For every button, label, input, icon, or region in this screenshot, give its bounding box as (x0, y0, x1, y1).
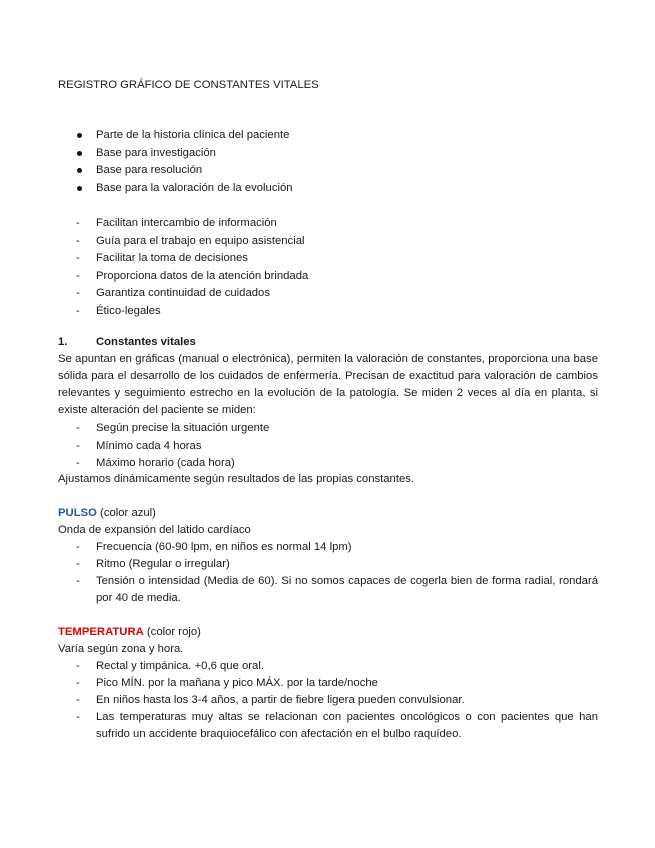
list-item: - Pico MÍN. por la mañana y pico MÁX. por la tarde/noche (58, 675, 598, 692)
dash-icon: - (76, 217, 80, 229)
dash-icon: - (76, 422, 80, 434)
pulso-heading (58, 505, 156, 522)
pulso-color-note: (color azul) (96, 507, 156, 519)
list-item: - Tensión o intensidad (Media de 60). Si no somos capaces de cogerla bien de forma radial, rondará por 40 de media. (76, 575, 598, 604)
list-item: - Ritmo (Regular o irregular) (58, 556, 598, 573)
closing-sentence: Ajustamos dinámicamente según resultados de las propias constantes. (58, 473, 415, 485)
section-heading (58, 334, 196, 351)
list-item: - Ético-legales (58, 303, 598, 321)
bullet-icon (77, 168, 82, 173)
list-item: - Rectal y timpánica. +0,6 que oral. (58, 658, 598, 675)
pulso-list (58, 539, 598, 607)
list-item: Base para resolución (58, 162, 598, 180)
list-item: - En niños hasta los 3-4 años, a partir de fiebre ligera pueden convulsionar. (58, 692, 598, 709)
list-item: Parte de la historia clínica del paciente (58, 127, 598, 145)
dash-icon: - (76, 677, 80, 689)
dash-icon: - (76, 252, 80, 264)
temperatura-color-note: (color rojo) (143, 626, 201, 638)
list-item: - Máximo horario (cada hora) (58, 455, 598, 473)
dash-icon: - (76, 694, 80, 706)
dash-icon: - (76, 558, 80, 570)
temperatura-list (58, 658, 598, 743)
bullet-icon (77, 186, 82, 191)
dash-icon: - (76, 269, 80, 282)
temperatura-heading (58, 624, 201, 641)
dash-icon: - (76, 541, 80, 553)
dash-icon: - (76, 234, 80, 247)
bullet-icon (77, 133, 82, 138)
list-item: - Proporciona datos de la atención brindada (58, 268, 598, 286)
dash-icon: - (76, 439, 80, 452)
list-item: - Facilitar la toma de decisiones (58, 250, 598, 268)
dash-icon: - (76, 304, 80, 317)
dash-icon: - (76, 660, 80, 672)
list-item: Base para investigación (58, 145, 598, 163)
dash-icon: - (76, 575, 80, 587)
document-title: REGISTRO GRÁFICO DE CONSTANTES VITALES (58, 79, 319, 91)
temperatura-definition: Varía según zona y hora. (58, 643, 184, 655)
list-item: - Frecuencia (60-90 lpm, en niños es normal 14 lpm) (58, 539, 598, 556)
pulso-definition: Onda de expansión del latido cardíaco (58, 524, 251, 536)
list-item: - Guía para el trabajo en equipo asistencial (58, 233, 598, 251)
bullet-icon (77, 151, 82, 156)
pulso-label: PULSO (58, 507, 97, 519)
dash-icon: - (76, 287, 80, 299)
section-title: Constantes vitales (96, 336, 196, 348)
frequency-list (58, 420, 598, 473)
list-item: - Facilitan intercambio de información (58, 215, 598, 233)
list-item: - Según precise la situación urgente (58, 420, 598, 438)
purposes-list (58, 215, 598, 320)
section-paragraph: Se apuntan en gráficas (manual o electrónica), permiten la valoración de constantes, proporciona una base sólida para el desarrollo de los cuidados de enfermería. Precisan de exactitud para valoración de cambios relevantes y seguimiento estrecho en la evolución de la patología. Se miden 2 veces al día en planta, si existe alteración del paciente se miden: (58, 353, 598, 416)
list-item: - Mínimo cada 4 horas (58, 438, 598, 456)
section-number: 1. (58, 336, 68, 348)
dash-icon: - (76, 457, 80, 469)
bullet-list (58, 127, 598, 197)
list-item: - Las temperaturas muy altas se relacionan con pacientes oncológicos o con pacientes que han sufrido un accidente braquiocefálico con afectación en el bulbo raquídeo. (76, 711, 598, 740)
list-item: Base para la valoración de la evolución (58, 180, 598, 198)
dash-icon: - (76, 711, 80, 723)
temperatura-label: TEMPERATURA (58, 626, 144, 638)
list-item: - Garantiza continuidad de cuidados (58, 285, 598, 303)
